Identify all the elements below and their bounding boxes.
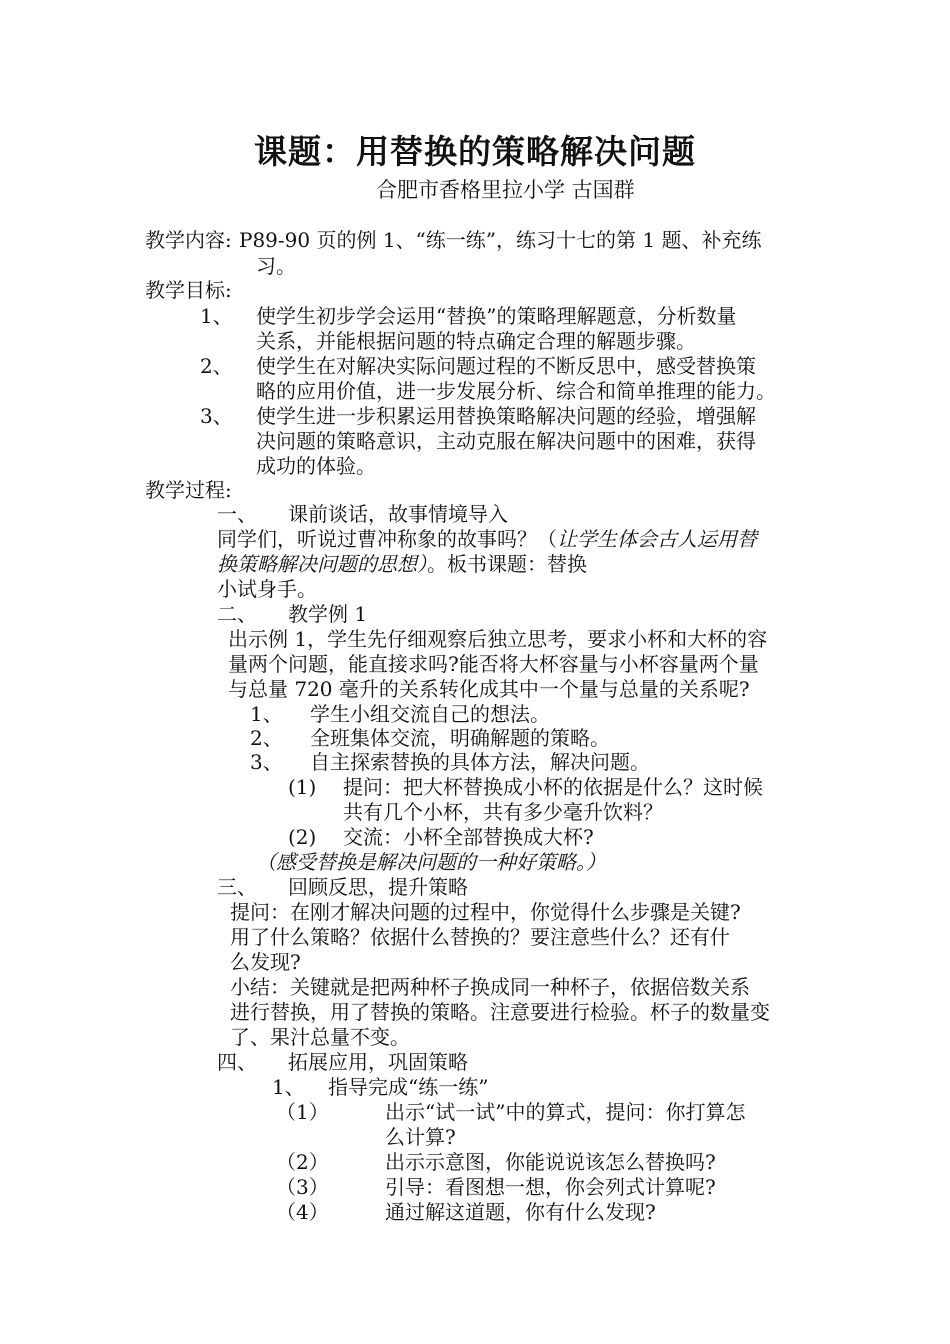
section-text-line: 与总量 720 毫升的关系转化成其中一个量与总量的关系呢? xyxy=(228,677,750,701)
goal-text-line: 使学生在对解决实际问题过程的不断反思中，感受替换策 xyxy=(256,354,756,378)
section-text-line: 提问：在刚才解决问题的过程中，你觉得什么步骤是关键? xyxy=(230,900,741,924)
plain-text: 。板书课题：替换 xyxy=(427,552,587,576)
page-title: 课题：用替换的策略解决问题 xyxy=(254,132,696,171)
step-number: 3、 xyxy=(250,750,283,774)
author-line: 合肥市香格里拉小学 古国群 xyxy=(376,178,635,202)
section-number: 三、 xyxy=(217,875,257,899)
step-text: 指导完成“练一练” xyxy=(328,1075,489,1099)
sub-text-line: 共有几个小杯，共有多少毫升饮料？ xyxy=(343,800,663,824)
italic-note: 让学生体会古人运用替 xyxy=(557,527,757,551)
section-text-line: 么发现? xyxy=(230,950,301,974)
sub-text-line: 出示示意图，你能说说该怎么替换吗? xyxy=(385,1150,716,1174)
section-text-line xyxy=(217,525,757,553)
sub-text-line: 通过解这道题，你有什么发现? xyxy=(385,1200,656,1224)
section-text-line: 小结：关键就是把两种杯子换成同一种杯子，依据倍数关系 xyxy=(230,975,750,999)
section-title: 回顾反思，提升策略 xyxy=(288,875,468,899)
sub-text-line: 么计算? xyxy=(385,1125,456,1149)
section-text-line xyxy=(217,550,587,578)
content-text-line: P89-90 页的例 1、“练一练”，练习十七的第 1 题、补充练 xyxy=(239,228,762,252)
sub-text-line: 交流：小杯全部替换成大杯? xyxy=(343,825,594,849)
section-text-line: 了、果汁总量不变。 xyxy=(230,1025,410,1049)
section-number: 一、 xyxy=(217,502,257,526)
step-text: 学生小组交流自己的想法。 xyxy=(310,702,550,726)
section-title: 教学例 1 xyxy=(288,602,368,626)
section-number: 二、 xyxy=(217,602,257,626)
step-number: 1、 xyxy=(250,702,283,726)
goals-label: 教学目标: xyxy=(145,278,232,302)
sub-number: （4） xyxy=(276,1200,329,1224)
section-text-line: 出示例 1，学生先仔细观察后独立思考，要求小杯和大杯的容 xyxy=(228,627,768,651)
step-number: 1、 xyxy=(272,1075,305,1099)
goal-text-line: 使学生初步学会运用“替换”的策略理解题意，分析数量 xyxy=(256,304,737,328)
goal-text-line: 成功的体验。 xyxy=(256,454,376,478)
goal-text-line: 略的应用价值，进一步发展分析、综合和简单推理的能力。 xyxy=(256,379,776,403)
sub-text-line: 引导：看图想一想，你会列式计算呢? xyxy=(385,1175,716,1199)
goal-text-line: 使学生进一步积累运用替换策略解决问题的经验，增强解 xyxy=(256,404,756,428)
content-text-line: 习。 xyxy=(256,254,296,278)
content-label: 教学内容: xyxy=(145,228,232,252)
section-title: 课前谈话，故事情境导入 xyxy=(288,502,508,526)
goal-text-line: 决问题的策略意识，主动克服在解决问题中的困难，获得 xyxy=(256,429,756,453)
sub-number: (1) xyxy=(288,775,317,799)
goal-text-line: 关系，并能根据问题的特点确定合理的解题步骤。 xyxy=(256,329,696,353)
section-number: 四、 xyxy=(217,1050,257,1074)
sub-text-line: 出示“试一试”中的算式，提问：你打算怎 xyxy=(385,1100,746,1124)
goal-number: 3、 xyxy=(200,404,233,428)
goal-number: 1、 xyxy=(200,304,233,328)
section-text-line: 用了什么策略？依据什么替换的？要注意些什么？还有什 xyxy=(230,925,730,949)
step-text: 全班集体交流，明确解题的策略。 xyxy=(310,726,610,750)
sub-number: (2) xyxy=(288,825,317,849)
plain-text: 同学们，听说过曹冲称象的故事吗？（ xyxy=(217,527,557,551)
sub-number: （1） xyxy=(276,1100,329,1124)
section-text-line: 进行替换，用了替换的策略。注意要进行检验。杯子的数量变 xyxy=(230,1000,770,1024)
section-title: 拓展应用，巩固策略 xyxy=(288,1050,468,1074)
goal-number: 2、 xyxy=(200,354,233,378)
sub-number: （2） xyxy=(276,1150,329,1174)
sub-number: （3） xyxy=(276,1175,329,1199)
step-text: 自主探索替换的具体方法，解决问题。 xyxy=(310,750,650,774)
italic-note: （感受替换是解决问题的一种好策略。） xyxy=(256,850,606,874)
sub-text-line: 提问：把大杯替换成小杯的依据是什么？这时候 xyxy=(343,775,763,799)
section-text-line: 量两个问题，能直接求吗?能否将大杯容量与小杯容量两个量 xyxy=(228,652,759,676)
section-text-line: 小试身手。 xyxy=(217,577,317,601)
step-number: 2、 xyxy=(250,726,283,750)
italic-note: 换策略解决问题的思想） xyxy=(217,552,427,576)
process-label: 教学过程: xyxy=(145,478,232,502)
